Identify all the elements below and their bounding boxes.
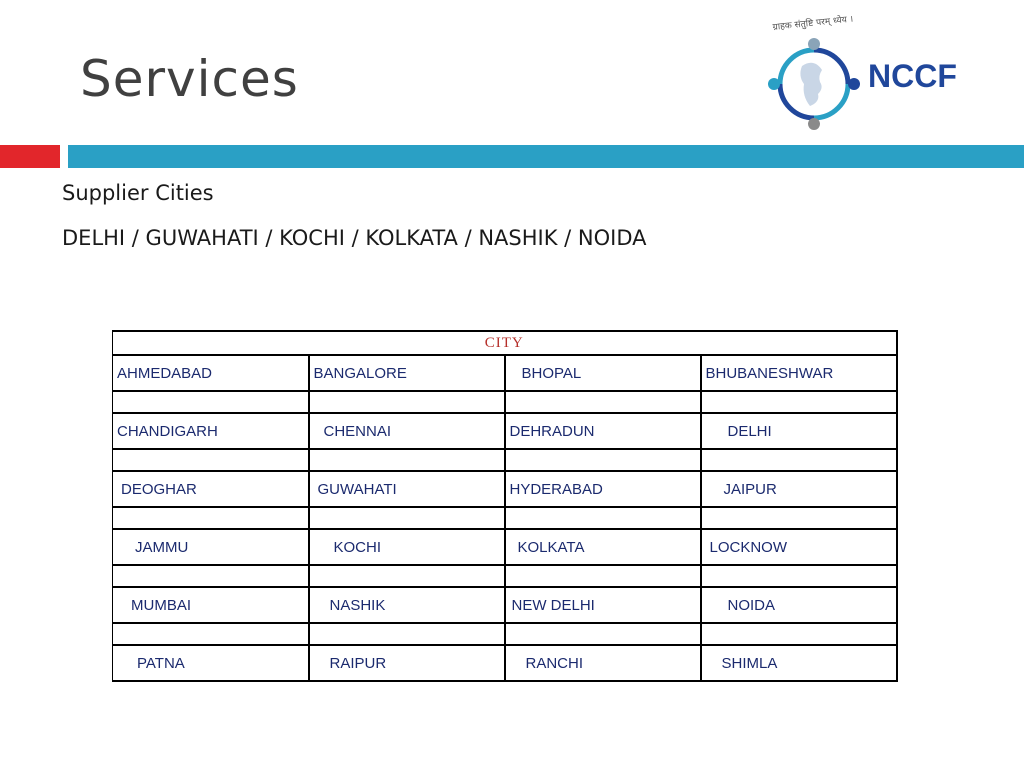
- table-cell: CHANDIGARH: [113, 413, 309, 449]
- logo-text: NCCF: [868, 58, 957, 94]
- table-cell: RAIPUR: [309, 645, 505, 681]
- table-cell: SHIMLA: [701, 645, 897, 681]
- nccf-logo: [762, 14, 982, 134]
- table-cell: DEHRADUN: [505, 413, 701, 449]
- table-row: [113, 413, 897, 449]
- table-cell: BHUBANESHWAR: [701, 355, 897, 391]
- accent-bar-red: [0, 145, 60, 168]
- accent-bar-blue: [68, 145, 1024, 168]
- table-cell: GUWAHATI: [309, 471, 505, 507]
- table-cell: DEOGHAR: [113, 471, 309, 507]
- table-cell: AHMEDABAD: [113, 355, 309, 391]
- table-spacer-row: [113, 623, 897, 645]
- table-cell: BHOPAL: [505, 355, 701, 391]
- table-cell: MUMBAI: [113, 587, 309, 623]
- table-spacer-row: [113, 565, 897, 587]
- table-cell: CHENNAI: [309, 413, 505, 449]
- table-cell: DELHI: [701, 413, 897, 449]
- slide-title: Services: [80, 50, 299, 108]
- table-spacer-row: [113, 507, 897, 529]
- table-spacer-row: [113, 391, 897, 413]
- table-cell: KOCHI: [309, 529, 505, 565]
- table-cell: NASHIK: [309, 587, 505, 623]
- table-row: [113, 355, 897, 391]
- table-cell: NOIDA: [701, 587, 897, 623]
- table-cell: LOCKNOW: [701, 529, 897, 565]
- table-header-row: [113, 331, 897, 355]
- supplier-cities-list: DELHI / GUWAHATI / KOCHI / KOLKATA / NASHIK / NOIDA: [62, 226, 647, 250]
- table-header-cell: CITY: [113, 331, 897, 355]
- supplier-cities-heading: Supplier Cities: [62, 181, 214, 205]
- table-cell: NEW DELHI: [505, 587, 701, 623]
- table-cell: JAIPUR: [701, 471, 897, 507]
- table-cell: HYDERABAD: [505, 471, 701, 507]
- logo-tagline: ग्राहक संतुष्टि परम् ध्येय ।: [772, 14, 854, 33]
- table-row: [113, 645, 897, 681]
- table-cell: BANGALORE: [309, 355, 505, 391]
- table-spacer-row: [113, 449, 897, 471]
- city-table: [112, 330, 898, 682]
- table-cell: JAMMU: [113, 529, 309, 565]
- table-row: [113, 587, 897, 623]
- table-row: [113, 529, 897, 565]
- table-cell: KOLKATA: [505, 529, 701, 565]
- table-cell: RANCHI: [505, 645, 701, 681]
- logo-emblem-icon: [762, 32, 866, 136]
- table-cell: PATNA: [113, 645, 309, 681]
- table-row: [113, 471, 897, 507]
